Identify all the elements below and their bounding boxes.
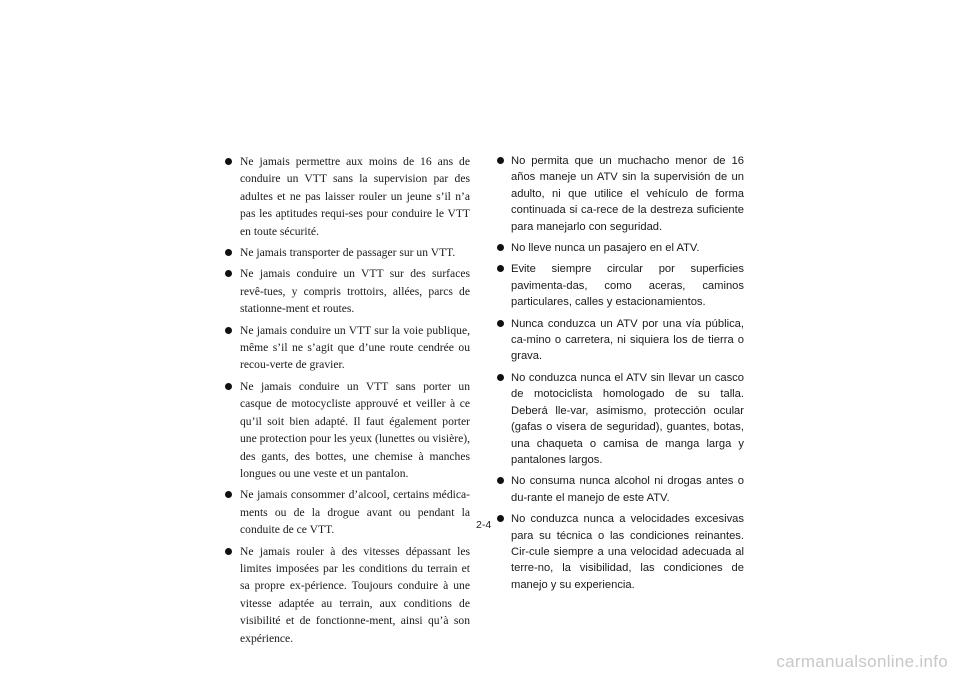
- list-item: [496, 240, 744, 256]
- item-text: No conduzca nunca a velocidades excesivas para su técnica o las condiciones reinantes. Cir-cule siempre a una velocidad adecuada al terre-no, la visibilidad, las condiciones de manejo y su experiencia.: [511, 513, 744, 591]
- item-text: Ne jamais conduire un VTT sans porter un casque de motocycliste approuvé et veiller à ce qu’il soit bien adapté. Il faut également porter une protection pour les yeux (lunettes ou visière), des gants, des bottes, une chemise à manches longues ou une veste et un pantalon.: [240, 379, 470, 480]
- item-text: Evite siempre circular por superficies pavimenta-das, como aceras, caminos particulares, calles y estacionamientos.: [511, 263, 744, 309]
- list-item: [224, 322, 470, 374]
- bullet-icon: [497, 515, 504, 522]
- bullet-icon: [497, 320, 504, 327]
- list-item: [496, 511, 744, 593]
- item-text: Ne jamais conduire un VTT sur des surfaces revê-tues, y compris trottoirs, allées, parcs de stationne-ment et routes.: [240, 267, 470, 316]
- item-text: No permita que un muchacho menor de 16 años maneje un ATV sin la supervisión de un adulto, ni que utilice el vehículo de forma continuada si ca-rece de la destreza suficiente para manejarlo con seguridad.: [511, 155, 744, 233]
- spanish-column: [496, 153, 744, 598]
- watermark: carmanualsonline.info: [776, 652, 948, 671]
- list-item: [224, 486, 470, 538]
- item-text: Ne jamais consommer d’alcool, certains médica-ments ou de la drogue avant ou pendant la conduite de ce VTT.: [240, 488, 470, 537]
- item-text: No consuma nunca alcohol ni drogas antes o du-rante el manejo de este ATV.: [511, 475, 744, 504]
- list-item: [496, 261, 744, 310]
- list-item: [224, 265, 470, 317]
- item-text: Nunca conduzca un ATV por una vía pública, ca-mino o carretera, ni siquiera los de tierra o grava.: [511, 317, 744, 363]
- list-item: [224, 378, 470, 482]
- item-text: No lleve nunca un pasajero en el ATV.: [511, 242, 700, 255]
- bullet-icon: [497, 244, 504, 251]
- bullet-icon: [225, 249, 232, 256]
- item-text: Ne jamais conduire un VTT sur la voie publique, même s’il ne s’agit que d’une route cendrée ou recou-verte de gravier.: [240, 323, 470, 372]
- french-warning-list: [224, 153, 470, 647]
- bullet-icon: [497, 477, 504, 484]
- french-column: [224, 153, 470, 651]
- list-item: [224, 153, 470, 240]
- spanish-warning-list: [496, 153, 744, 593]
- item-text: No conduzca nunca el ATV sin llevar un casco de motociclista homologado de su talla. Deberá lle-var, asimismo, protección ocular (gafas o visera de seguridad), guantes, botas, una chaqueta o camisa de manga larga y pantalones largos.: [511, 371, 744, 466]
- bullet-icon: [225, 383, 232, 390]
- bullet-icon: [497, 265, 504, 272]
- list-item: [224, 543, 470, 647]
- list-item: [496, 153, 744, 235]
- bullet-icon: [497, 374, 504, 381]
- bullet-icon: [225, 158, 232, 165]
- page-number: 2-4: [476, 519, 492, 531]
- item-text: Ne jamais rouler à des vitesses dépassant les limites imposées par les conditions du terrain et sa propre ex-périence. Toujours conduire à une vitesse adaptée au terrain, aux conditions de visibilité et de fonctionne-ment, ainsi qu’à son expérience.: [240, 544, 470, 645]
- list-item: [224, 244, 470, 261]
- item-text: Ne jamais permettre aux moins de 16 ans de conduire un VTT sans la supervision par des adultes et ne pas laisser rouler un jeune s’il n’a pas les aptitudes requi-ses pour conduire le VTT en toute sécurité.: [240, 155, 470, 238]
- item-text: Ne jamais transporter de passager sur un VTT.: [240, 246, 456, 260]
- bullet-icon: [225, 270, 232, 277]
- bullet-icon: [225, 548, 232, 555]
- bullet-icon: [225, 327, 232, 334]
- list-item: [496, 370, 744, 468]
- list-item: [496, 473, 744, 506]
- bullet-icon: [497, 157, 504, 164]
- list-item: [496, 316, 744, 365]
- bullet-icon: [225, 491, 232, 498]
